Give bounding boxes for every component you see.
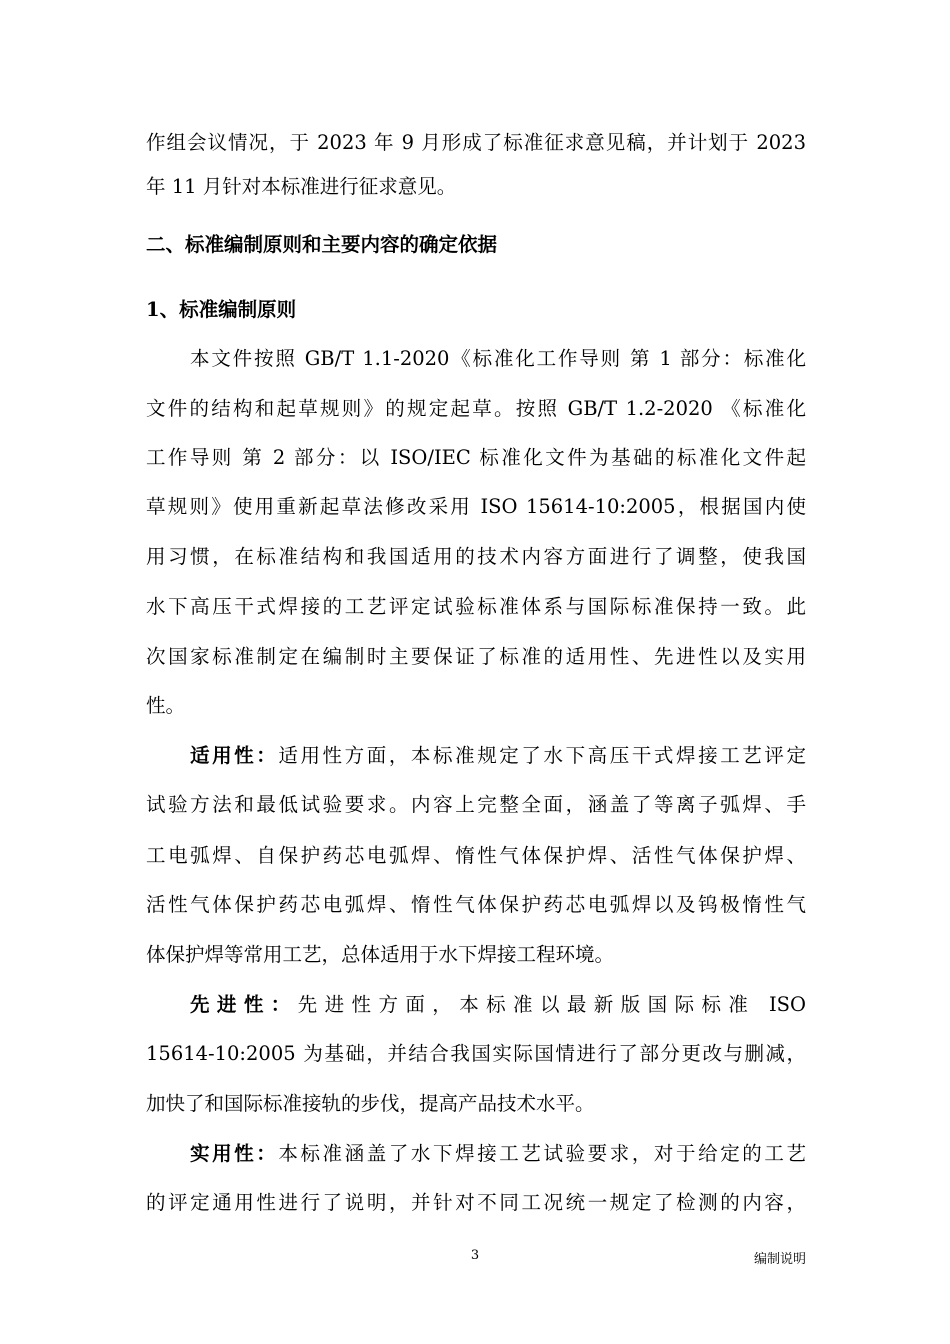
paragraph-line: 年 11 月针对本标准进行征求意见。 xyxy=(146,175,457,198)
paragraph-line: 作组会议情况，于 2023 年 9 月形成了标准征求意见稿，并计划于 2023 xyxy=(146,131,806,154)
advancement-label: 先进性： xyxy=(190,993,298,1016)
paragraph-line: 次国家标准制定在编制时主要保证了标准的适用性、先进性以及实用 xyxy=(146,645,806,668)
paragraph-line: 加快了和国际标准接轨的步伐，提高产品技术水平。 xyxy=(146,1092,595,1115)
paragraph-line: 体保护焊等常用工艺，总体适用于水下焊接工程环境。 xyxy=(146,943,615,966)
section-heading: 二、标准编制原则和主要内容的确定依据 xyxy=(146,233,498,256)
paragraph-line: 试验方法和最低试验要求。内容上完整全面，涵盖了等离子弧焊、手 xyxy=(146,793,806,816)
applicability-paragraph xyxy=(190,743,806,769)
paragraph-line: 本文件按照 GB/T 1.1-2020《标准化工作导则 第 1 部分：标准化 xyxy=(190,347,806,370)
practicality-paragraph xyxy=(190,1141,806,1167)
paragraph-text: 本标准涵盖了水下焊接工艺试验要求，对于给定的工艺 xyxy=(278,1142,806,1165)
paragraph-line: 15614-10:2005 为基础，并结合我国实际国情进行了部分更改与删减， xyxy=(146,1042,806,1065)
paragraph-line: 工电弧焊、自保护药芯电弧焊、惰性气体保护焊、活性气体保护焊、 xyxy=(146,844,806,867)
paragraph-line: 水下高压干式焊接的工艺评定试验标准体系与国际标准保持一致。此 xyxy=(146,595,806,618)
advancement-paragraph xyxy=(190,992,806,1018)
practicality-label: 实用性： xyxy=(190,1142,279,1165)
paragraph-line: 的评定通用性进行了说明，并针对不同工况统一规定了检测的内容， xyxy=(146,1191,806,1214)
subsection-heading: 1、标准编制原则 xyxy=(146,298,297,321)
page-number: 3 xyxy=(470,1248,480,1263)
footer-doc-label: 编制说明 xyxy=(753,1252,806,1267)
paragraph-line: 工作导则 第 2 部分：以 ISO/IEC 标准化文件为基础的标准化文件起 xyxy=(146,446,806,469)
paragraph-text: 先进性方面，本标准以最新版国际标准 ISO xyxy=(297,993,806,1016)
paragraph-line: 文件的结构和起草规则》的规定起草。按照 GB/T 1.2-2020 《标准化 xyxy=(146,397,806,420)
paragraph-line: 用习惯，在标准结构和我国适用的技术内容方面进行了调整，使我国 xyxy=(146,545,806,568)
paragraph-line: 草规则》使用重新起草法修改采用 ISO 15614-10:2005，根据国内使 xyxy=(146,495,806,518)
applicability-label: 适用性： xyxy=(190,744,279,767)
paragraph-line: 性。 xyxy=(146,694,186,717)
paragraph-line: 活性气体保护药芯电弧焊、惰性气体保护药芯电弧焊以及钨极惰性气 xyxy=(146,893,806,916)
paragraph-text: 适用性方面，本标准规定了水下高压干式焊接工艺评定 xyxy=(278,744,806,767)
